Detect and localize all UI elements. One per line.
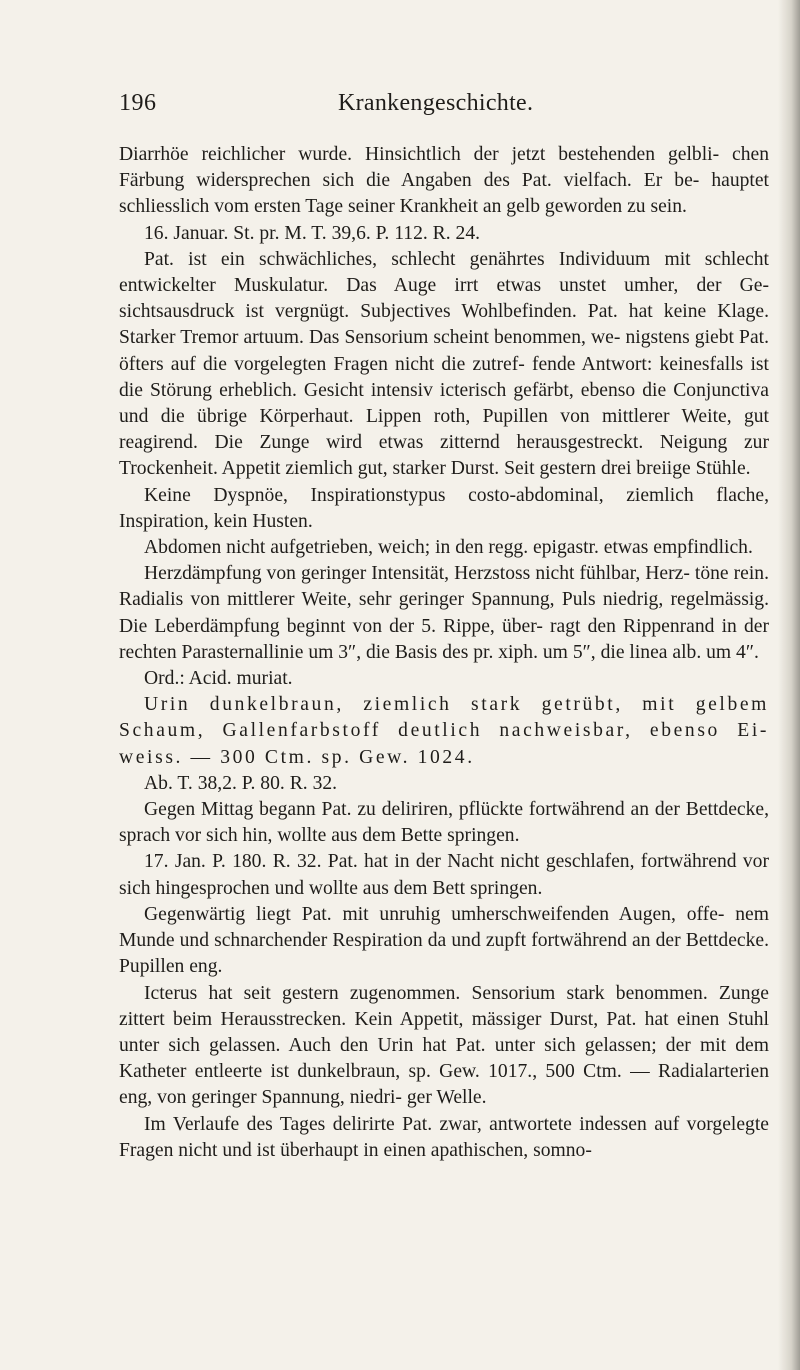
paragraph: Im Verlaufe des Tages delirirte Pat. zwar, antwortete indessen auf vorgelegte Fragen nicht und ist überhaupt in einen apathischen, somno- (119, 1113, 769, 1161)
paragraph: Ord.: Acid. muriat. (144, 668, 293, 690)
running-title: Krankengeschichte. (338, 90, 534, 116)
paragraph: Gegen Mittag begann Pat. zu deliriren, pflückte fortwährend an der Bettdecke, sprach vor sich hin, wollte aus dem Bette springen. (119, 799, 769, 847)
paragraph-urine-spaced: Urin dunkelbraun, ziemlich stark getrübt, mit gelbem Schaum, Gallenfarbstoff deutlich nachweisbar, ebenso Ei- weiss. — 300 Ctm. sp. Gew. 1024. (119, 694, 769, 768)
paragraph: Icterus hat seit gestern zugenommen. Sensorium stark benommen. Zunge zittert beim Herausstrecken. Kein Appetit, mässiger Durst, Pat. hat einen Stuhl unter sich gelassen. Auch den Urin hat Pat. unter sich gelassen; der mit dem Katheter entleerte ist dunkelbraun, sp. Gew. 1017., 500 Ctm. — Radialarterien eng, von geringer Spannung, niedri- ger Welle. (119, 982, 769, 1109)
paragraph: Diarrhöe reichlicher wurde. Hinsichtlich der jetzt bestehenden gelbli- chen Färbung widersprechen sich die Angaben des Pat. vielfach. Er be- hauptet schliesslich vom ersten Tage seiner Krankheit an gelb geworden zu sein. (119, 144, 769, 218)
paragraph: 16. Januar. St. pr. M. T. 39,6. P. 112. R. 24. (144, 222, 481, 244)
paragraph: Ab. T. 38,2. P. 80. R. 32. (144, 772, 338, 794)
body-text (119, 142, 769, 1164)
paragraph: Pat. ist ein schwächliches, schlecht genährtes Individuum mit schlecht entwickelter Muskulatur. Das Auge irrt etwas unstet umher, der Ge- sichtsausdruck ist vergnügt. Subjectives Wohlbefinden. Pat. hat keine Klage. Starker Tremor artuum. Das Sensorium scheint benommen, we- nigstens giebt Pat. öfters auf die vorgelegten Fragen nicht die zutref- fende Antwort: keinesfalls ist die Störung erheblich. Gesicht intensiv icterisch gefärbt, ebenso die Conjunctiva und die übrige Körperhaut. Lippen roth, Pupillen von mittlerer Weite, gut reagirend. Die Zunge wird etwas zitternd herausgestreckt. Neigung zur Trockenheit. Appetit ziemlich gut, starker Durst. Seit gestern drei breiige Stühle. (119, 248, 769, 480)
page-number: 196 (119, 90, 157, 116)
paragraph: Keine Dyspnöe, Inspirationstypus costo-abdominal, ziemlich flache, Inspiration, kein Husten. (119, 484, 769, 532)
page-header (119, 90, 759, 122)
paragraph: 17. Jan. P. 180. R. 32. Pat. hat in der Nacht nicht geschlafen, fortwährend vor sich hingesprochen und wollte aus dem Bett springen. (119, 851, 769, 899)
page-edge-shadow (778, 0, 800, 1370)
paragraph: Abdomen nicht aufgetrieben, weich; in den regg. epigastr. etwas empfindlich. (144, 537, 753, 559)
paragraph: Herzdämpfung von geringer Intensität, Herzstoss nicht fühlbar, Herz- töne rein. Radialis von mittlerer Weite, sehr geringer Spannung, Puls niedrig, regelmässig. Die Leberdämpfung beginnt von der 5. Rippe, über- ragt den Rippenrand in der rechten Parasternallinie um 3″, die Basis des pr. xiph. um 5″, die linea alb. um 4″. (119, 563, 769, 663)
paragraph: Gegenwärtig liegt Pat. mit unruhig umherschweifenden Augen, offe- nem Munde und schnarchender Respiration da und zupft fortwährend an der Bettdecke. Pupillen eng. (119, 903, 769, 978)
